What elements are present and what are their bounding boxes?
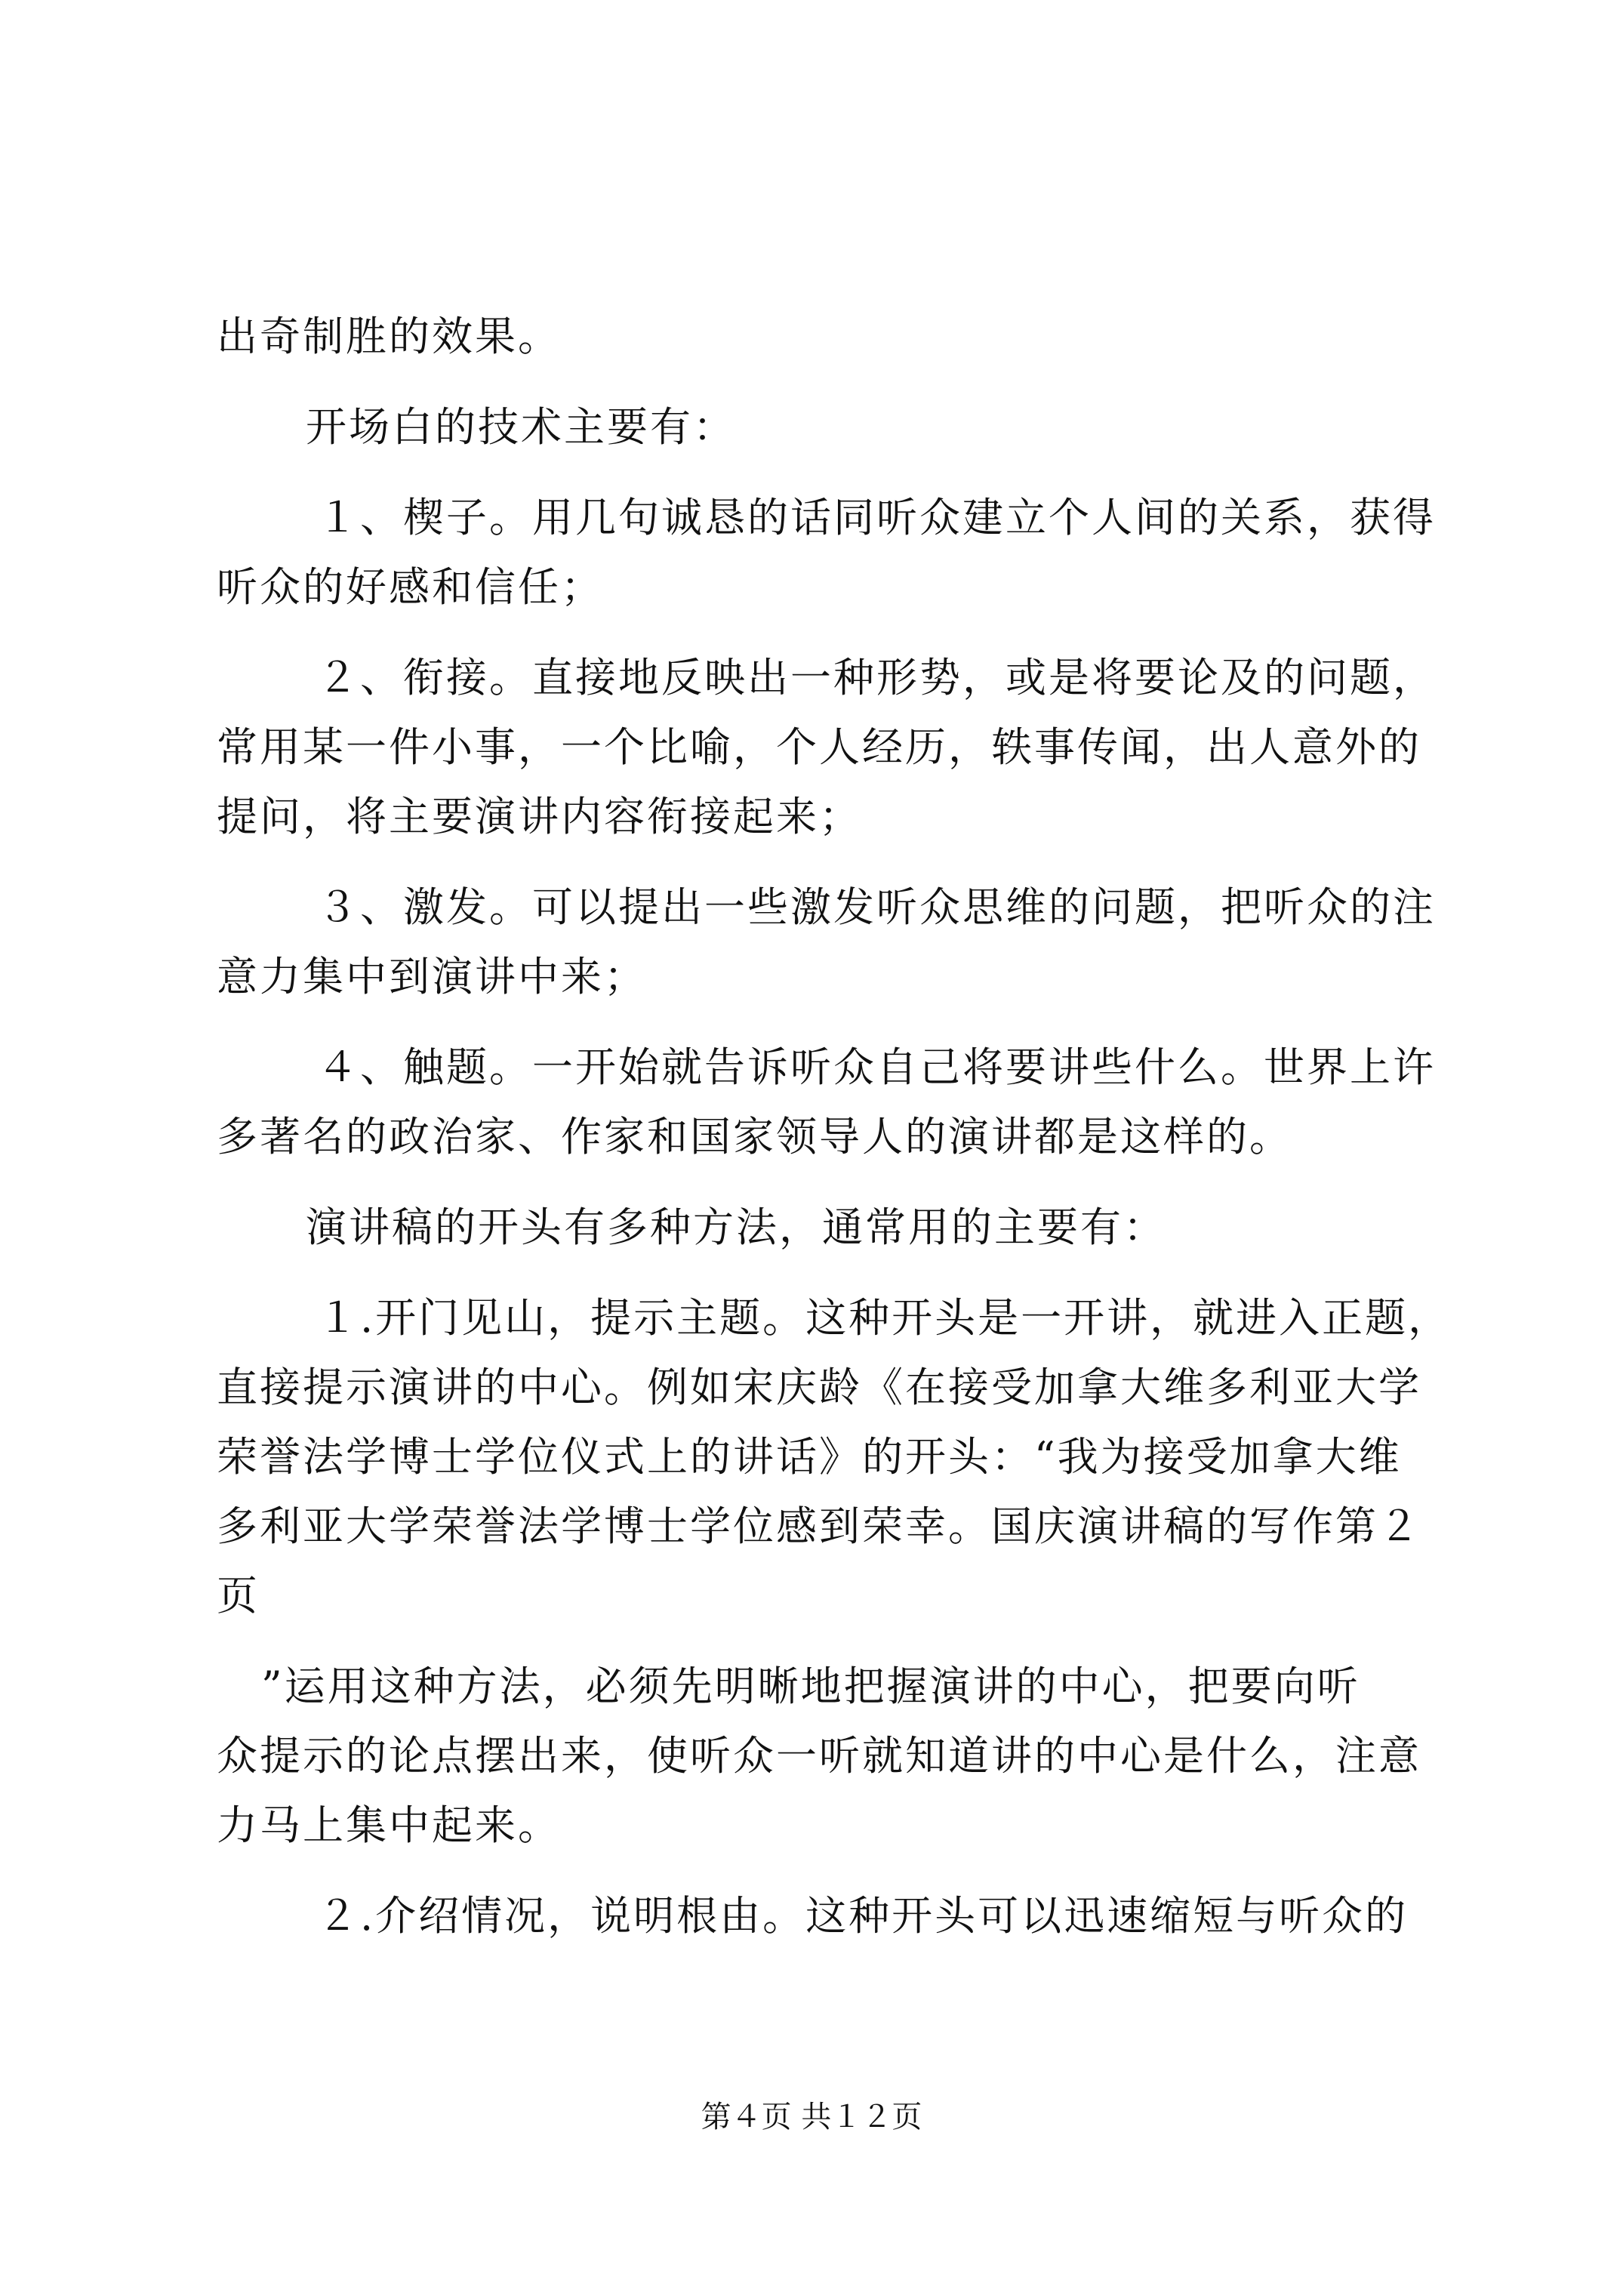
text-line: 多著名的政治家、作家和国家领导人的演讲都是这样的。 [217, 1113, 1292, 1160]
text-line: ２.介绍情况，说明根由。这种开头可以迅速缩短与听众的 [317, 1892, 1409, 1940]
text-line: 页 [217, 1572, 260, 1620]
text-line: 众提示的论点摆出来，使听众一听就知道讲的中心是什么，注意 [217, 1732, 1421, 1780]
text-line: ３、激发。可以提出一些激发听众思维的问题，把听众的注 [317, 883, 1436, 931]
text-line: ４、触题。一开始就告诉听众自己将要讲些什么。世界上许 [317, 1043, 1436, 1091]
text-line: 荣誉法学博士学位仪式上的讲话》的开头：“我为接受加拿大维 [217, 1433, 1402, 1481]
text-line: 直接提示演讲的中心。例如宋庆龄《在接受加拿大维多利亚大学 [217, 1364, 1421, 1411]
text-line: 常用某一件小事，一个比喻，个人经历，轶事传闻，出人意外的 [217, 723, 1421, 771]
text-line: 出奇制胜的效果。 [217, 313, 561, 360]
text-line: 开场白的技术主要有： [306, 403, 736, 451]
text-line: 意力集中到演讲中来； [217, 953, 647, 1000]
text-line: ２、衔接。直接地反映出一种形势，或是将要论及的问题， [317, 654, 1436, 701]
text-line: ”运用这种方法，必须先明晰地把握演讲的中心，把要向听 [261, 1663, 1360, 1710]
page-footer: 第４页 共１２页 [701, 2100, 922, 2134]
text-line: １、楔子。用几句诚恳的话同听众建立个人间的关系，获得 [317, 494, 1436, 541]
text-line: 提问，将主要演讲内容衔接起来； [217, 793, 862, 840]
text-line: 听众的好感和信任； [217, 563, 604, 611]
text-line: 力马上集中起来。 [217, 1801, 561, 1849]
text-line: 演讲稿的开头有多种方法，通常用的主要有： [306, 1203, 1166, 1251]
text-line: 多利亚大学荣誉法学博士学位感到荣幸。国庆演讲稿的写作第２ [217, 1502, 1421, 1550]
text-line: １.开门见山，提示主题。这种开头是一开讲，就进入正题， [317, 1294, 1452, 1342]
